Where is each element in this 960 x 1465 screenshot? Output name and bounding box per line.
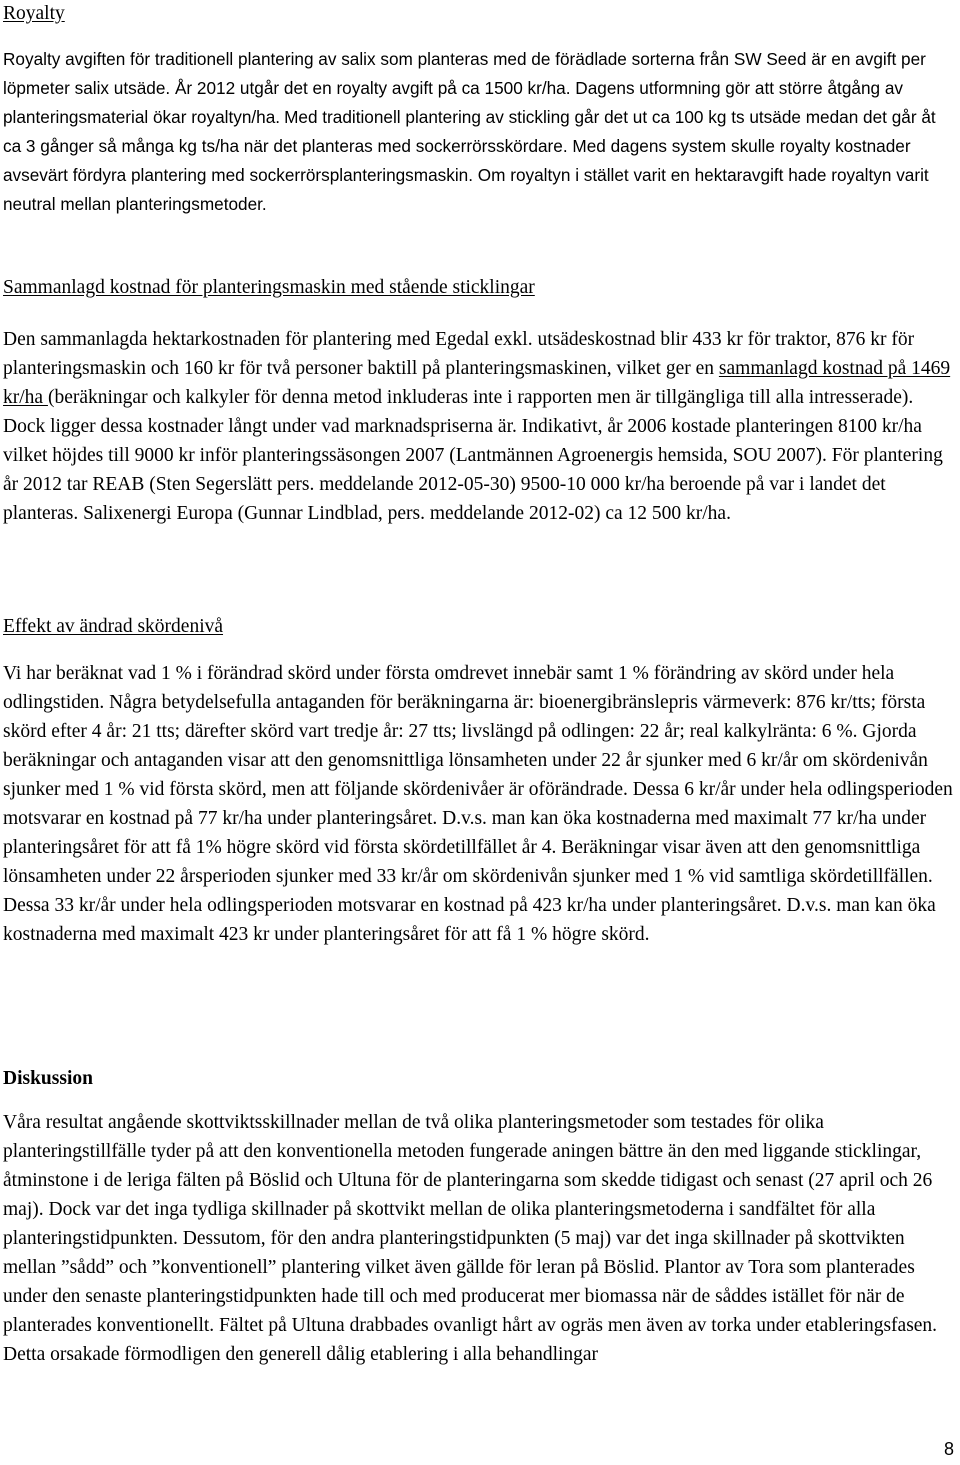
section-heading-yield-effect: Effekt av ändrad skördenivå bbox=[3, 616, 224, 637]
total-cost-highlight: sammanlagd kostnad på 1469 kr/ha bbox=[3, 358, 951, 408]
section-heading-discussion: Diskussion bbox=[3, 1068, 93, 1089]
total-cost-paragraph bbox=[3, 325, 955, 528]
royalty-paragraph-intro: Royalty avgiften för traditionell plantering av salix som planteras med de förädlade sorterna från SW Seed är en avgift per löpmeter salix utsäde. År 2012 utgår det en royalty avgift på ca 1500 kr/ha. Dagens utformning gör att större åtgång av planteringsmaterial ökar royaltyn/ha. bbox=[3, 49, 926, 127]
total-cost-text-before: Den sammanlagda hektarkostnaden för plantering med Egedal exkl. utsädeskostnad blir 433 kr för traktor, 876 kr för planteringsmaskin och 160 kr för två personer baktill på planteringsmaskinen, vilket ger en bbox=[3, 329, 915, 379]
royalty-paragraph-details: Med traditionell plantering av stickling går det ut ca 100 kg ts utsäde medan det går åt ca 3 gånger så många kg ts/ha när det planteras med sockerrörsskördare. Med dagens system skulle royalty kostnader avsevärt fördyra plantering med sockerrörsplanteringsmaskin. Om royaltyn i stället varit en hektaravgift hade royaltyn varit neutral mellan planteringsmetoder. bbox=[3, 107, 936, 214]
yield-effect-paragraph: Vi har beräknat vad 1 % i förändrad skörd under första omdrevet innebär samt 1 % förändring av skörd under hela odlingstiden. Några betydelsefulla antaganden för beräkningarna är: bioenergibränslepris värmeverk: 876 kr/tts; första skörd efter 4 år: 21 tts; därefter skörd vart tredje år: 27 tts; livslängd på odlingen: 22 år; real kalkylränta: 6 %. Gjorda beräkningar och antaganden visar att den genomsnittliga lönsamheten under 22 år sjunker med 6 kr/år om skördenivån sjunker med 1 % vid första skörd, men att följande skördenivåer är oförändrade. Dessa 6 kr/år under hela odlingsperioden motsvarar en kostnad på 77 kr/ha under planteringsåret. D.v.s. man kan öka kostnaderna med maximalt 77 kr/ha under planteringsåret för att få 1% högre skörd vid första skördetillfället år 4. Beräkningar visar även att den genomsnittliga lönsamheten under 22 årsperioden sjunker med 33 kr/år om skördenivån sjunker med 1 % vid samtliga skördetillfällen. Dessa 33 kr/år under hela odlingsperioden motsvarar en kostnad på 423 kr/ha under planteringsåret. D.v.s. man kan öka kostnaderna med maximalt 423 kr under planteringsåret för att få 1 % högre skörd. bbox=[3, 663, 953, 945]
royalty-paragraph bbox=[3, 45, 955, 219]
page-number: 8 bbox=[943, 1439, 954, 1459]
total-cost-text-after: (beräkningar och kalkyler för denna metod inkluderas inte i rapporten men är tillgängliga till alla intresserade). Dock ligger dessa kostnader långt under vad marknadspriserna är. Indikativt, år 2006 kostade planteringen 8100 kr/ha vilket höjdes till 9000 kr inför planteringssäsongen 2007 (Lantmännen Agroenergis hemsida, SOU 2007). För plantering år 2012 tar REAB (Sten Segerslätt pers. meddelande 2012-05-30) 9500-10 000 kr/ha beroende på var i landet det planteras. Salixenergi Europa (Gunnar Lindblad, pers. meddelande 2012-02) ca 12 500 kr/ha. bbox=[3, 387, 943, 524]
discussion-paragraph: Våra resultat angående skottviktsskillnader mellan de två olika planteringsmetoder som testades för olika planteringstillfälle tyder på att den konventionella metoden fungerade aningen bättre än den med liggande sticklingar, åtminstone i de leriga fälten på Böslid och Ultuna för de planteringarna som skedde tidigast och senast (27 april och 26 maj). Dock var det inga tydliga skillnader på skottvikt mellan de olika planteringsmetoderna i sandfältet för alla planteringstidpunkten. Dessutom, för den andra planteringstidpunkten (5 maj) var det inga skillnader på skottvikten mellan ”sådd” och ”konventionell” plantering vilket även gällde för leran på Böslid. Plantor av Tora som planterades under den senaste planteringstidpunkten hade till och med producerat mer biomassa när de såddes istället för när de planterades konventionellt. Fältet på Ultuna drabbades ovanligt hårt av ogräs men även av torka under etableringsfasen. Detta orsakade förmodligen den generell dålig etablering i alla behandlingar bbox=[3, 1112, 938, 1365]
section-heading-total-cost: Sammanlagd kostnad för planteringsmaskin med stående sticklingar bbox=[3, 277, 535, 298]
section-heading-royalty: Royalty bbox=[3, 3, 65, 24]
